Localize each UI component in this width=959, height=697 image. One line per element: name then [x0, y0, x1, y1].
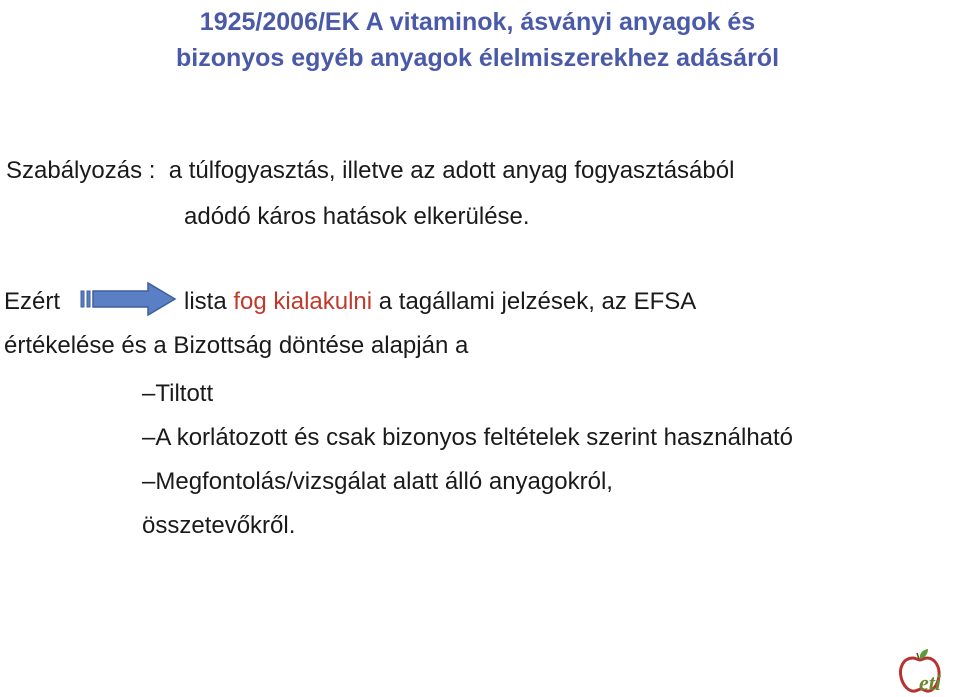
title-line-1: 1925/2006/EK A vitaminok, ásványi anyagok és	[199, 8, 756, 36]
regulation-line-2: adódó káros hatások elkerülése.	[184, 203, 530, 230]
list-suffix: a tagállami jelzések, az EFSA	[372, 288, 697, 315]
right-arrow-icon	[78, 281, 178, 317]
list-highlight: fog kialakulni	[233, 288, 373, 315]
bullet-item: –Megfontolás/vizsgálat alatt álló anyagokról, összetevőkről.	[142, 468, 613, 539]
bullet-item: –Tiltott	[142, 380, 214, 407]
bullet-item: –A korlátozott és csak bizonyos feltételek szerint használható	[142, 424, 794, 451]
regulation-text	[6, 148, 946, 240]
body-text	[4, 280, 949, 548]
regulation-line-1: Szabályozás : a túlfogyasztás, illetve az adott anyag fogyasztásából	[6, 157, 735, 184]
ezert-label: Ezért	[4, 288, 61, 315]
slide-title	[0, 4, 959, 76]
bullet-list	[4, 372, 949, 548]
list-sentence	[184, 280, 696, 324]
ezert-row	[4, 280, 949, 324]
logo-text: eti	[919, 670, 941, 694]
body-line-2: értékelése és a Bizottság döntése alapján a	[4, 332, 469, 359]
apple-logo-icon	[897, 648, 957, 694]
title-line-2: bizonyos egyéb anyagok élelmiszerekhez adásáról	[175, 44, 780, 72]
list-prefix: lista	[184, 288, 234, 315]
